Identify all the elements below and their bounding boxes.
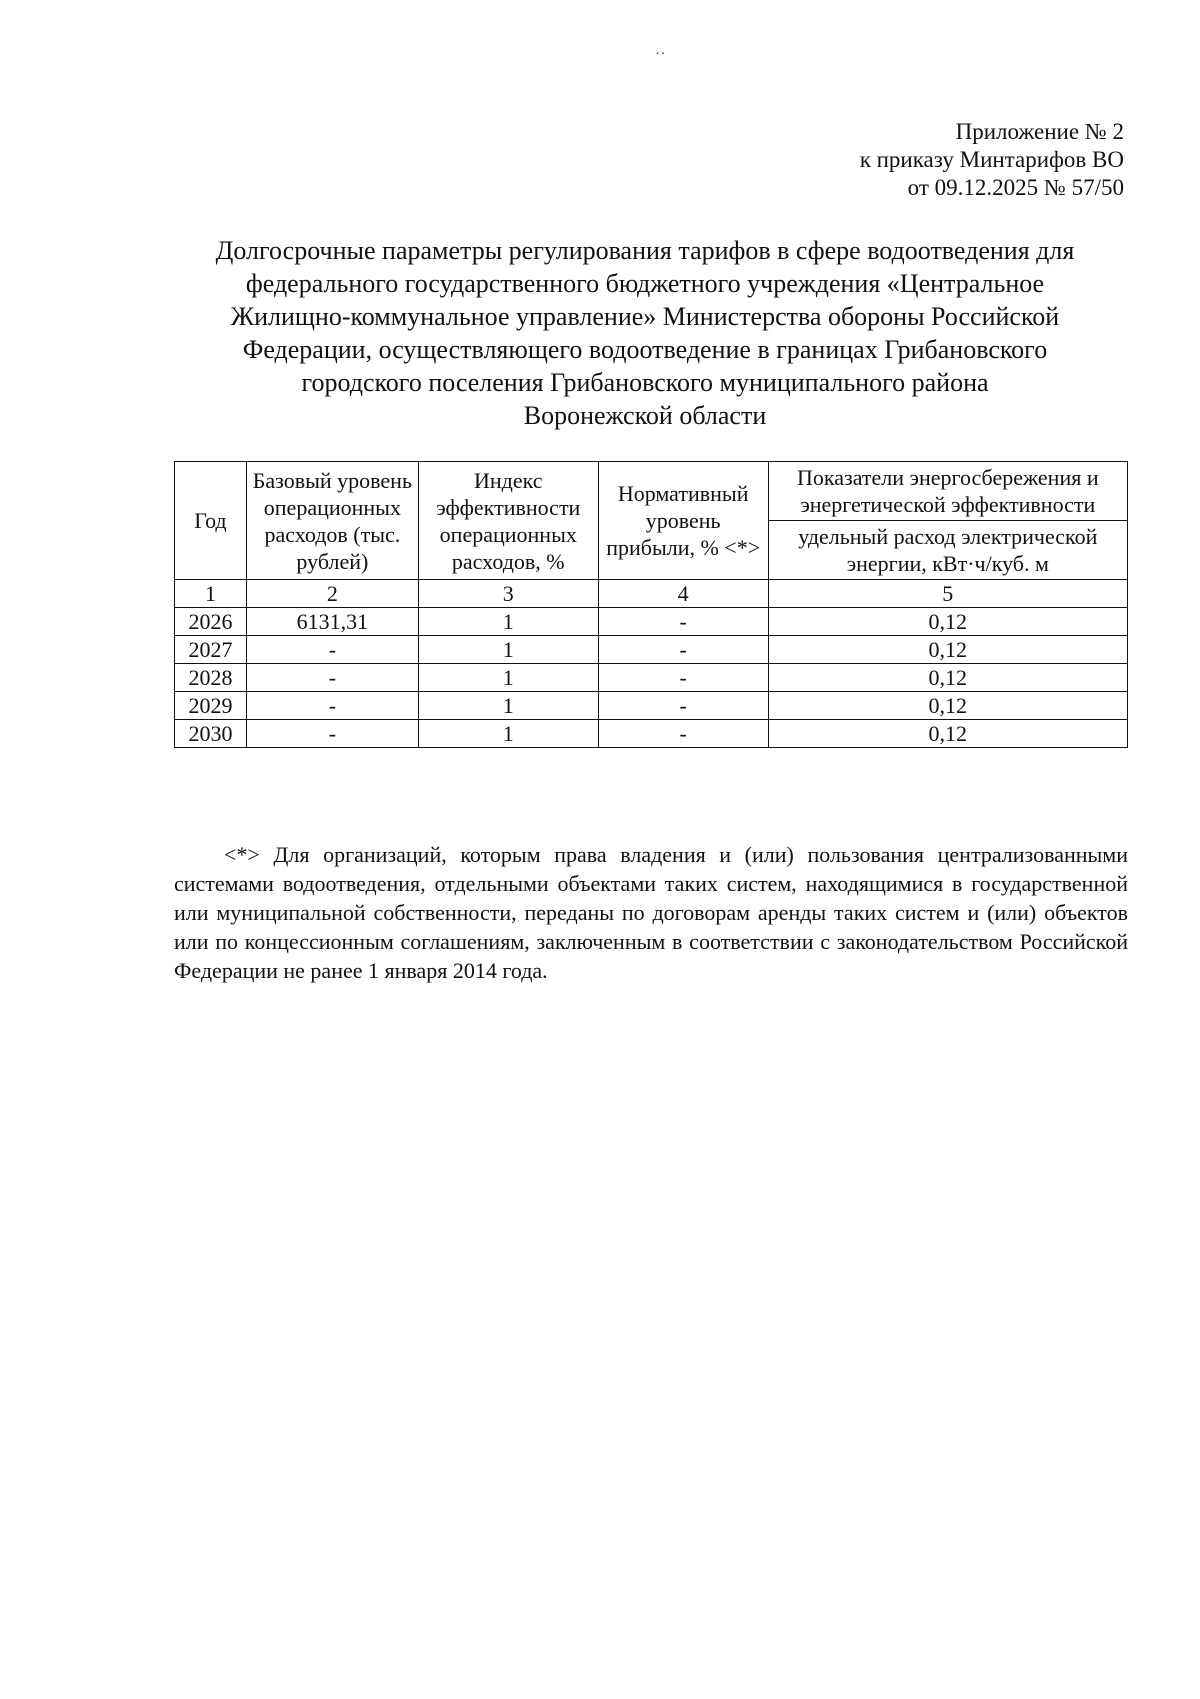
table-row (175, 720, 1128, 748)
title-line: городского поселения Грибановского муниципального района (301, 368, 989, 397)
cell-base: - (246, 636, 418, 664)
table-row (175, 664, 1128, 692)
scan-mark: ˙˙ (655, 50, 666, 67)
header-year: Год (175, 462, 247, 580)
header-energy-consumption: удельный расход электрической энергии, кВт·ч/куб. м (768, 521, 1127, 580)
cell-energy: 0,12 (768, 608, 1127, 636)
annex-block (860, 118, 1124, 202)
cell-energy: 0,12 (768, 636, 1127, 664)
annex-order-ref: к приказу Минтарифов ВО (859, 147, 1124, 172)
cell-base: - (246, 720, 418, 748)
cell-base: 6131,31 (246, 608, 418, 636)
cell-profit: - (598, 608, 768, 636)
cell-year: 2030 (175, 720, 247, 748)
cell-base: - (246, 664, 418, 692)
title-line: Воронежской области (523, 401, 767, 430)
header-base-level: Базовый уровень операционных расходов (тыс. рублей) (246, 462, 418, 580)
cell-profit: - (598, 664, 768, 692)
cell-year: 2027 (175, 636, 247, 664)
cell-index: 1 (418, 664, 598, 692)
title-line: Долгосрочные параметры регулирования тарифов в сфере водоотведения для (215, 236, 1075, 265)
title-line: Федерации, осуществляющего водоотведение в границах Грибановского (242, 335, 1048, 364)
column-number: 1 (175, 580, 247, 608)
table-row (175, 692, 1128, 720)
annex-number: Приложение № 2 (955, 119, 1124, 144)
cell-energy: 0,12 (768, 664, 1127, 692)
cell-energy: 0,12 (768, 720, 1127, 748)
cell-profit: - (598, 692, 768, 720)
cell-index: 1 (418, 720, 598, 748)
header-energy-group: Показатели энергосбережения и энергетической эффективности (768, 462, 1127, 521)
table-row (175, 608, 1128, 636)
column-number: 4 (598, 580, 768, 608)
cell-index: 1 (418, 636, 598, 664)
column-number: 3 (418, 580, 598, 608)
footnote: <*> Для организаций, которым права владения и (или) пользования централизованными системами водоотведения, отдельными объектами таких систем, находящимися в государственной или муниципальной собственности, переданы по договорам аренды таких систем и (или) объектов или по концессионным соглашениям, заключенным в соответствии с законодательством Российской Федерации не ранее 1 января 2014 года. (174, 842, 1128, 983)
column-number-row (175, 580, 1128, 608)
table-row (175, 636, 1128, 664)
cell-year: 2026 (175, 608, 247, 636)
cell-index: 1 (418, 692, 598, 720)
column-number: 2 (246, 580, 418, 608)
parameters-table (174, 461, 1128, 748)
cell-index: 1 (418, 608, 598, 636)
cell-profit: - (598, 636, 768, 664)
cell-base: - (246, 692, 418, 720)
header-efficiency-index: Индекс эффективности операционных расходов, % (418, 462, 598, 580)
cell-profit: - (598, 720, 768, 748)
column-number: 5 (768, 580, 1127, 608)
cell-year: 2029 (175, 692, 247, 720)
document-title (160, 234, 1130, 432)
title-line: федерального государственного бюджетного учреждения «Центральное (245, 269, 1045, 298)
title-line: Жилищно-коммунальное управление» Министерства обороны Российской (230, 302, 1060, 331)
annex-order-date: от 09.12.2025 № 57/50 (907, 175, 1124, 200)
cell-year: 2028 (175, 664, 247, 692)
header-profit-level: Нормативный уровень прибыли, % <*> (598, 462, 768, 580)
cell-energy: 0,12 (768, 692, 1127, 720)
